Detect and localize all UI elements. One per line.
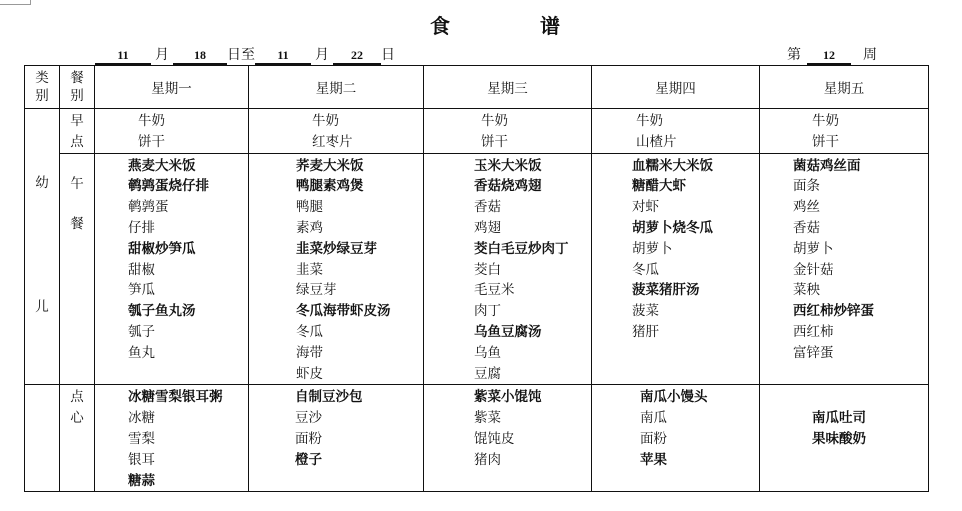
category-char-2: 儿 xyxy=(35,299,49,315)
header-row xyxy=(25,66,929,109)
menu-item: 面条 xyxy=(793,178,820,195)
breakfast-mon: 牛奶 饼干 xyxy=(95,109,249,154)
month-label-2: 月 xyxy=(315,47,329,63)
meal-header: 餐 别 xyxy=(60,66,95,109)
menu-item: 海带 xyxy=(296,344,323,361)
menu-item: 胡萝卜烧冬瓜 xyxy=(632,219,713,236)
menu-item: 馄饨皮 xyxy=(474,430,515,447)
menu-item: 果味酸奶 xyxy=(812,430,866,447)
month-label: 月 xyxy=(155,47,169,63)
week-prefix: 第 xyxy=(787,47,801,63)
menu-item: 瓠子 xyxy=(128,323,155,340)
breakfast-row xyxy=(25,109,929,154)
menu-table xyxy=(24,65,929,492)
breakfast-fri: 牛奶 饼干 xyxy=(760,109,929,154)
menu-item: 血糯米大米饭 xyxy=(632,157,713,174)
menu-item: 南瓜 xyxy=(640,410,667,427)
menu-item: 金针菇 xyxy=(793,261,834,278)
menu-item: 紫菜 xyxy=(474,410,501,427)
menu-item: 茭白 xyxy=(474,261,501,278)
lunch-thu xyxy=(592,153,760,385)
day-label: 日 xyxy=(381,47,395,63)
menu-item: 鱼丸 xyxy=(128,344,155,361)
menu-item: 仔排 xyxy=(128,219,155,236)
lunch-label: 午 餐 xyxy=(60,153,95,385)
menu-item: 乌鱼豆腐汤 xyxy=(474,323,542,340)
category-child xyxy=(25,109,60,385)
menu-item: 瓠子鱼丸汤 xyxy=(128,303,196,320)
menu-item: 乌鱼 xyxy=(474,344,501,361)
day-header-thu: 星期四 xyxy=(592,66,760,109)
menu-item: 橙子 xyxy=(295,451,322,468)
menu-item: 胡萝卜 xyxy=(632,240,673,257)
menu-item: 菌菇鸡丝面 xyxy=(793,157,861,174)
breakfast-thu: 牛奶 山楂片 xyxy=(592,109,760,154)
menu-item: 南瓜小馒头 xyxy=(640,389,708,406)
lunch-tue xyxy=(249,153,424,385)
week-suffix: 周 xyxy=(863,47,877,63)
menu-item: 鸭腿素鸡煲 xyxy=(296,178,364,195)
lunch-mon xyxy=(95,153,249,385)
menu-item: 西红柿炒锌蛋 xyxy=(793,303,874,320)
menu-item: 猪肉 xyxy=(474,451,501,468)
menu-item: 自制豆沙包 xyxy=(295,389,363,406)
end-day: 22 xyxy=(333,47,381,65)
menu-item: 茭白毛豆炒肉丁 xyxy=(474,240,569,257)
menu-item: 对虾 xyxy=(632,199,659,216)
menu-item: 银耳 xyxy=(128,451,155,468)
menu-item: 苹果 xyxy=(640,451,667,468)
week-value: 12 xyxy=(807,47,851,65)
category-header: 类 别 xyxy=(25,66,60,109)
menu-item: 鸡翅 xyxy=(474,219,501,236)
menu-item: 鹌鹑蛋烧仔排 xyxy=(128,178,209,195)
menu-item: 豆沙 xyxy=(295,410,322,427)
menu-item: 甜椒 xyxy=(128,261,155,278)
menu-item: 面粉 xyxy=(640,430,667,447)
breakfast-tue: 牛奶 红枣片 xyxy=(249,109,424,154)
menu-item: 富锌蛋 xyxy=(793,344,834,361)
title-char-1: 食 xyxy=(430,14,450,38)
breakfast-label: 早 点 xyxy=(60,109,95,154)
day-header-wed: 星期三 xyxy=(424,66,592,109)
lunch-row xyxy=(25,153,929,385)
snack-thu xyxy=(592,385,760,492)
menu-item: 绿豆芽 xyxy=(296,282,337,299)
menu-item: 肉丁 xyxy=(474,303,501,320)
snack-fri xyxy=(760,385,929,492)
corner-mark xyxy=(0,0,31,5)
category-char-1: 幼 xyxy=(35,175,49,191)
menu-item: 豆腐 xyxy=(474,365,501,382)
menu-item: 韭菜炒绿豆芽 xyxy=(296,240,377,257)
week-number xyxy=(787,44,877,65)
menu-item: 冰糖 xyxy=(128,410,155,427)
end-month: 11 xyxy=(255,47,311,65)
category-blank xyxy=(25,385,60,492)
menu-item: 猪肝 xyxy=(632,323,659,340)
menu-item: 鸭腿 xyxy=(296,199,323,216)
snack-tue xyxy=(249,385,424,492)
start-month: 11 xyxy=(95,47,151,65)
menu-item: 紫菜小馄饨 xyxy=(474,389,542,406)
lunch-fri xyxy=(760,153,929,385)
menu-item: 菠菜 xyxy=(632,303,659,320)
menu-item: 南瓜吐司 xyxy=(812,410,866,427)
start-day: 18 xyxy=(173,47,227,65)
snack-mon xyxy=(95,385,249,492)
menu-item: 冰糖雪梨银耳粥 xyxy=(128,389,223,406)
menu-item: 面粉 xyxy=(295,430,322,447)
menu-item: 鹌鹑蛋 xyxy=(128,199,169,216)
menu-item: 香菇 xyxy=(793,219,820,236)
menu-item: 燕麦大米饭 xyxy=(128,157,196,174)
menu-item: 笋瓜 xyxy=(128,282,155,299)
title-char-2: 谱 xyxy=(540,14,560,38)
menu-item: 菜秧 xyxy=(793,282,820,299)
day-header-fri: 星期五 xyxy=(760,66,929,109)
menu-item: 冬瓜 xyxy=(632,261,659,278)
breakfast-wed: 牛奶 饼干 xyxy=(424,109,592,154)
menu-item: 冬瓜海带虾皮汤 xyxy=(296,303,391,320)
menu-item: 糖蒜 xyxy=(128,472,155,489)
menu-item: 韭菜 xyxy=(296,261,323,278)
menu-item: 鸡丝 xyxy=(793,199,820,216)
lunch-wed xyxy=(424,153,592,385)
page-title xyxy=(430,10,560,39)
menu-item: 毛豆米 xyxy=(474,282,515,299)
date-range xyxy=(95,44,395,65)
menu-item xyxy=(812,387,928,408)
day-to-label: 日至 xyxy=(227,47,255,63)
menu-item: 香菇 xyxy=(474,199,501,216)
day-header-mon: 星期一 xyxy=(95,66,249,109)
menu-item: 荞麦大米饭 xyxy=(296,157,364,174)
menu-item: 西红柿 xyxy=(793,323,834,340)
menu-item: 香菇烧鸡翅 xyxy=(474,178,542,195)
menu-item: 冬瓜 xyxy=(296,323,323,340)
menu-item: 糖醋大虾 xyxy=(632,178,686,195)
snack-wed xyxy=(424,385,592,492)
menu-item: 玉米大米饭 xyxy=(474,157,542,174)
snack-label: 点 心 xyxy=(60,385,95,492)
menu-item: 虾皮 xyxy=(296,365,323,382)
snack-row xyxy=(25,385,929,492)
menu-item: 菠菜猪肝汤 xyxy=(632,282,700,299)
menu-item: 胡萝卜 xyxy=(793,240,834,257)
menu-item: 素鸡 xyxy=(296,219,323,236)
menu-item: 雪梨 xyxy=(128,430,155,447)
menu-item: 甜椒炒笋瓜 xyxy=(128,240,196,257)
day-header-tue: 星期二 xyxy=(249,66,424,109)
